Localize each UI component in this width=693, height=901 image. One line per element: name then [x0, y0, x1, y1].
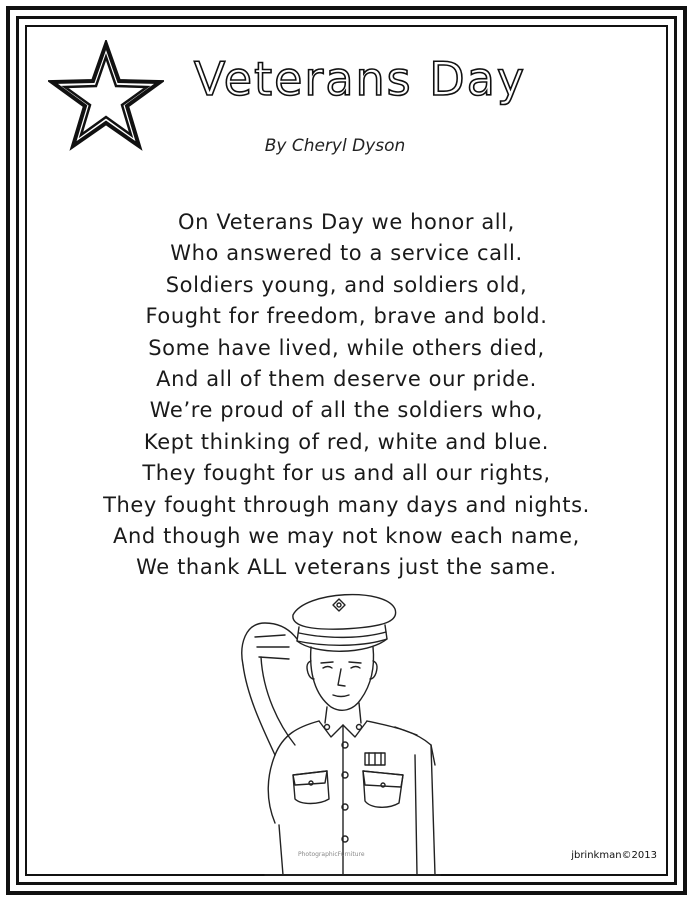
saluting-soldier-illustration [235, 585, 450, 880]
poem-line: They fought through many days and nights. [103, 492, 590, 517]
star-icon [48, 40, 164, 152]
poem-line: Who answered to a service call. [170, 241, 523, 266]
poem-line: And though we may not know each name, [113, 524, 580, 549]
poem-line: We thank ALL veterans just the same. [136, 555, 557, 580]
poem [40, 207, 653, 584]
poem-line: And all of them deserve our pride. [156, 367, 537, 392]
poem-line: They fought for us and all our rights, [142, 461, 551, 486]
footer-credit-right: jbrinkman©2013 [571, 850, 657, 861]
footer-credit-left: PhotographicFurniture [298, 851, 365, 858]
poem-line: On Veterans Day we honor all, [178, 210, 515, 234]
author-byline: By Cheryl Dyson [264, 136, 406, 156]
poem-line: Some have lived, while others died, [148, 335, 545, 360]
poem-line: Fought for freedom, brave and bold. [145, 304, 548, 329]
page-title: Veterans Day [193, 52, 527, 106]
poem-line: Kept thinking of red, white and blue. [143, 429, 550, 454]
poem-line: We’re proud of all the soldiers who, [149, 398, 544, 423]
poem-line: Soldiers young, and soldiers old, [165, 272, 528, 297]
